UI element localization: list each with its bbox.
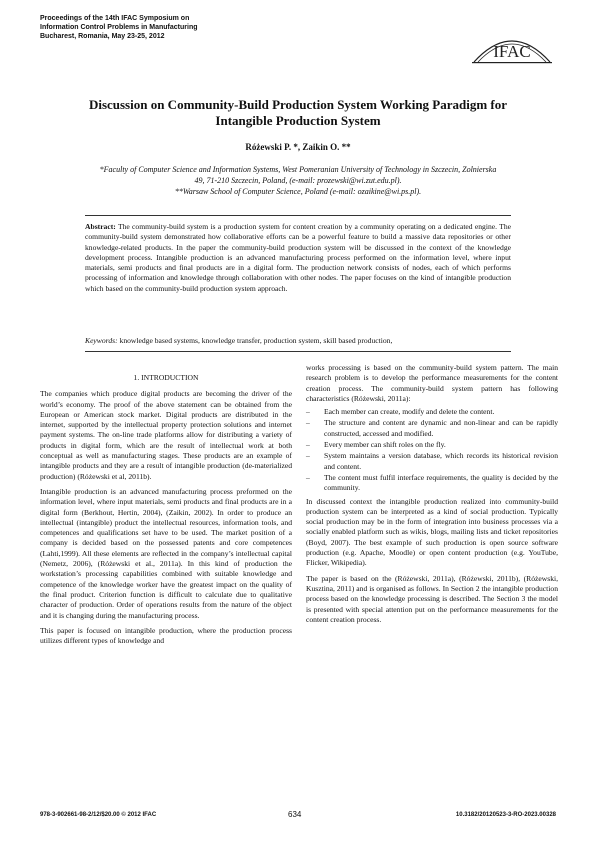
keywords-label: Keywords: (85, 336, 118, 345)
list-item: – The content must fulfil interface requirements, the quality is decided by the community. (324, 473, 558, 494)
paragraph: This paper is focused on intangible production, where the production process utilizes different types of knowledge and (40, 625, 292, 646)
paragraph: The companies which produce digital products are becoming the driver of the world’s economy. The proof of the above statement can be obtained from the European or American stock market. Digital products are distributed in the internet, supported by the intellectual property protection solutions and internet payment systems. The on-line trade platforms allow for distributing a variety of products in digital form, which are the result of intellectual work at both conceptual as well as manufacturing stages. These products are an example of intangible products and they are a result of intangible production (de-materialized production) (Różewski et al, 2011b). (40, 389, 292, 481)
affiliation-line: **Warsaw School of Computer Science, Poland (e-mail: ozaikine@wi.ps.pl). (174, 187, 422, 196)
title-line: Intangible Production System (215, 113, 381, 128)
proceedings-line: Information Control Problems in Manufacturing (40, 24, 198, 31)
title-line: Discussion on Community-Build Production System Working Paradigm for (88, 97, 508, 112)
abstract-bottom-rule (85, 351, 511, 352)
page-number: 634 (288, 810, 302, 819)
ifac-logo-text: IFAC (493, 42, 531, 61)
paragraph: In discussed context the intangible production realized into community-build production system can be interpreted as a kind of social production. Typically social production may be in the form of integration into business processes via a socially enabled platform such as wikis, blogs, mailing lists and ticket repositories (Boyd, 2007). The best example of such production is open source software production (e.g. Apache, Moodle) or open content production (e.g. YouTube, Flicker, Wikipedia). (306, 496, 558, 568)
affiliations (30, 164, 566, 197)
affiliation-line: *Faculty of Computer Science and Information Systems, West Pomeranian University of Technology in Szczecin, Zolnierska (99, 165, 497, 174)
abstract-top-rule (85, 215, 511, 216)
footer-doi: 10.3182/20120523-3-RO-2023.00328 (455, 812, 556, 818)
right-column (306, 363, 558, 630)
proceedings-header (40, 14, 198, 41)
paragraph: Intangible production is an advanced manufacturing process preformed on the information level, where input materials, semi products and final products are in a digital form (Berkhout, Hertin, 2004), (Zaikin, 2002). In order to produce an intellectual (intangible) product the intellectual resources, information tools, and competences and qualifications set have to be used. The market position of a company is decided based on the possessed patents and core competences (Lahti,1999). All these elements are reflected in the company’s intellectual capital (Nemetz, 2006), (Różewski et al., 2011a). In this kind of production the workstation’s processing capabilities combined with suitable knowledge and competence of the knowledge worker have the greatest impact on the quality of the final product. Criterion function is difficult to calculate due to qualitative character of production. Order of operations results from the nature of the object and it is changing during the manufacturing process. (40, 486, 292, 620)
keywords (85, 336, 511, 346)
keywords-text: knowledge based systems, knowledge transfer, production system, skill based production, (119, 336, 393, 345)
section-heading: 1. INTRODUCTION (133, 373, 199, 382)
abstract-label: Abstract: (85, 222, 116, 231)
paper-title (40, 97, 556, 129)
ifac-logo (470, 16, 554, 68)
proceedings-line: Bucharest, Romania, May 23-25, 2012 (40, 33, 165, 40)
list-item: – Each member can create, modify and delete the content. (324, 407, 558, 417)
abstract (85, 222, 511, 294)
list-item: – Every member can shift roles on the fly. (324, 440, 558, 450)
abstract-text: The community-build system is a production system for content creation by a community operating on a dedicated engine. The community-build system demonstrated how collaborative efforts can be a powerful feature to build a massive data repositories or other knowledge-related products. In the paper the community-build production system will be discussed in the context of the knowledge development process. Intangible production is an advanced manufacturing process performed on the information level, where input materials, semi products and final products are in a digital form. The production network consists of nodes, each of which performs processing of information and knowledge through collaboration with other nodes. The paper focuses on the kind of intangible production which based on the community-build production system approach. (85, 222, 511, 293)
paragraph: The paper is based on the (Różewski, 2011a), (Różewski, 2011b), (Różewski, Kusztina, 2011) and is organised as follows. In Section 2 the intangible production process based on the knowledge processing is described. The Section 3 the model is presented with special attention put on the performance measurements for the content creation process. (306, 573, 558, 624)
authors: Różewski P. *, Zaikin O. ** (245, 142, 351, 152)
footer-isbn: 978-3-902661-98-2/12/$20.00 © 2012 IFAC (40, 812, 157, 818)
list-item: – System maintains a version database, which records its historical revision and content. (324, 451, 558, 472)
left-column (40, 366, 292, 651)
paragraph: works processing is based on the community-build system pattern. The main research problem is to develop the performance measurements for the content creation process. The community-build system pattern has following characteristics (Różewski, 2011a): (306, 363, 558, 403)
proceedings-line: Proceedings of the 14th IFAC Symposium on (40, 15, 190, 22)
affiliation-line: 49, 71-210 Szczecin, Poland, (e-mail: prozewski@wi.zut.edu.pl). (194, 176, 402, 185)
characteristics-list (306, 407, 558, 493)
list-item: – The structure and content are dynamic and non-linear and can be rapidly constructed, accessed and modified. (324, 418, 558, 439)
